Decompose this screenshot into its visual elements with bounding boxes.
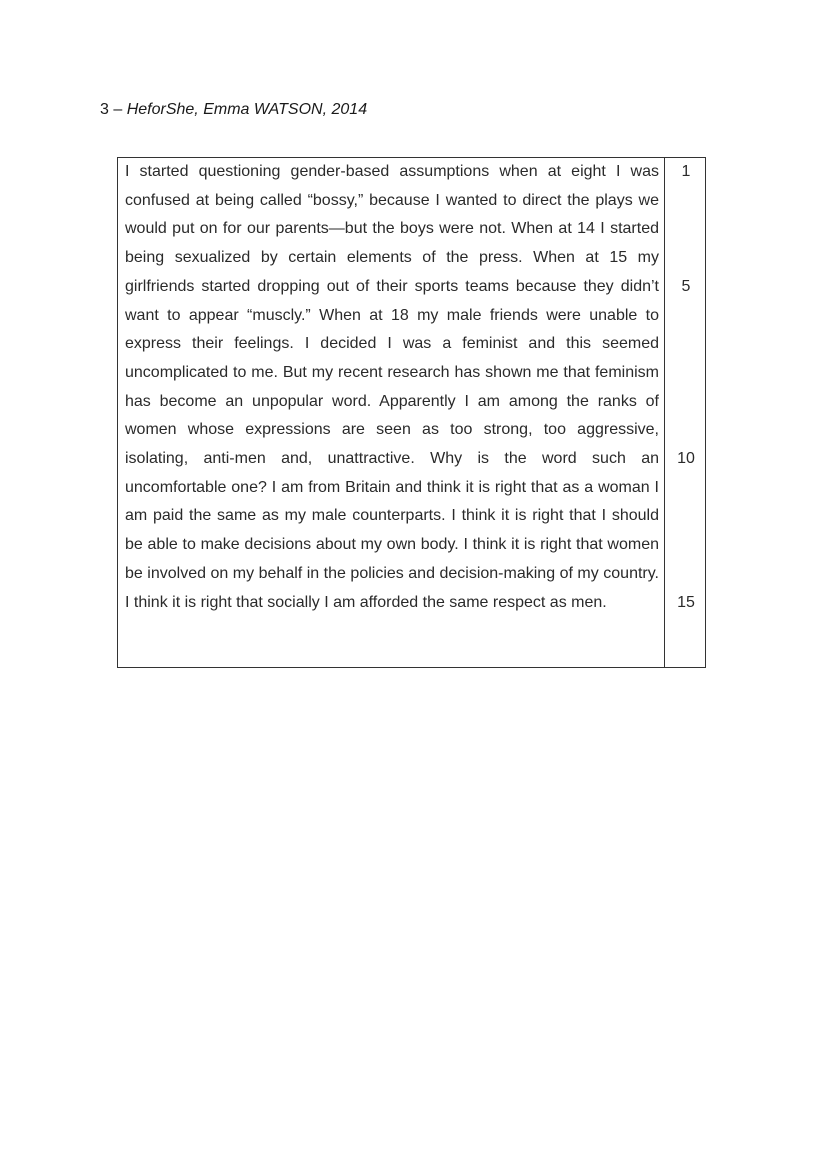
- heading-title: HeforShe, Emma WATSON, 2014: [126, 101, 368, 118]
- passage-column: [118, 158, 665, 667]
- document-heading: [100, 100, 367, 120]
- heading-number: 3 –: [100, 101, 123, 118]
- line-number-10: 10: [677, 450, 695, 467]
- line-number-1: 1: [681, 163, 691, 180]
- line-number-15: 15: [677, 593, 695, 611]
- passage-box: [117, 157, 706, 668]
- passage-text: I started questioning gender-based assumptions when at eight I was confused at being called “bossy,” because I wanted to direct the plays we would put on for our parents—but the boys were not. When at 14 I started being sexualized by certain elements of the press. When at 15 my girlfriends started dropping out of their sports teams because they didn’t want to appear “muscly.” When at 18 my male friends were unable to express their feelings. I decided I was a feminist and this seemed uncomplicated to me. But my recent research has shown me that feminism has become an unpopular word. Apparently I am among the ranks of women whose expressions are seen as too strong, too aggressive, isolating, anti-men and, unattractive. Why is the word such an uncomfortable one? I am from Britain and think it is right that as a woman I am paid the same as my male counterparts. I think it is right that I should be able to make decisions about my own body. I think it is right that women be involved on my behalf in the policies and decision-making of my country. I think it is right that socially I am afforded the same respect as men.: [125, 163, 659, 611]
- line-number-5: 5: [681, 277, 691, 295]
